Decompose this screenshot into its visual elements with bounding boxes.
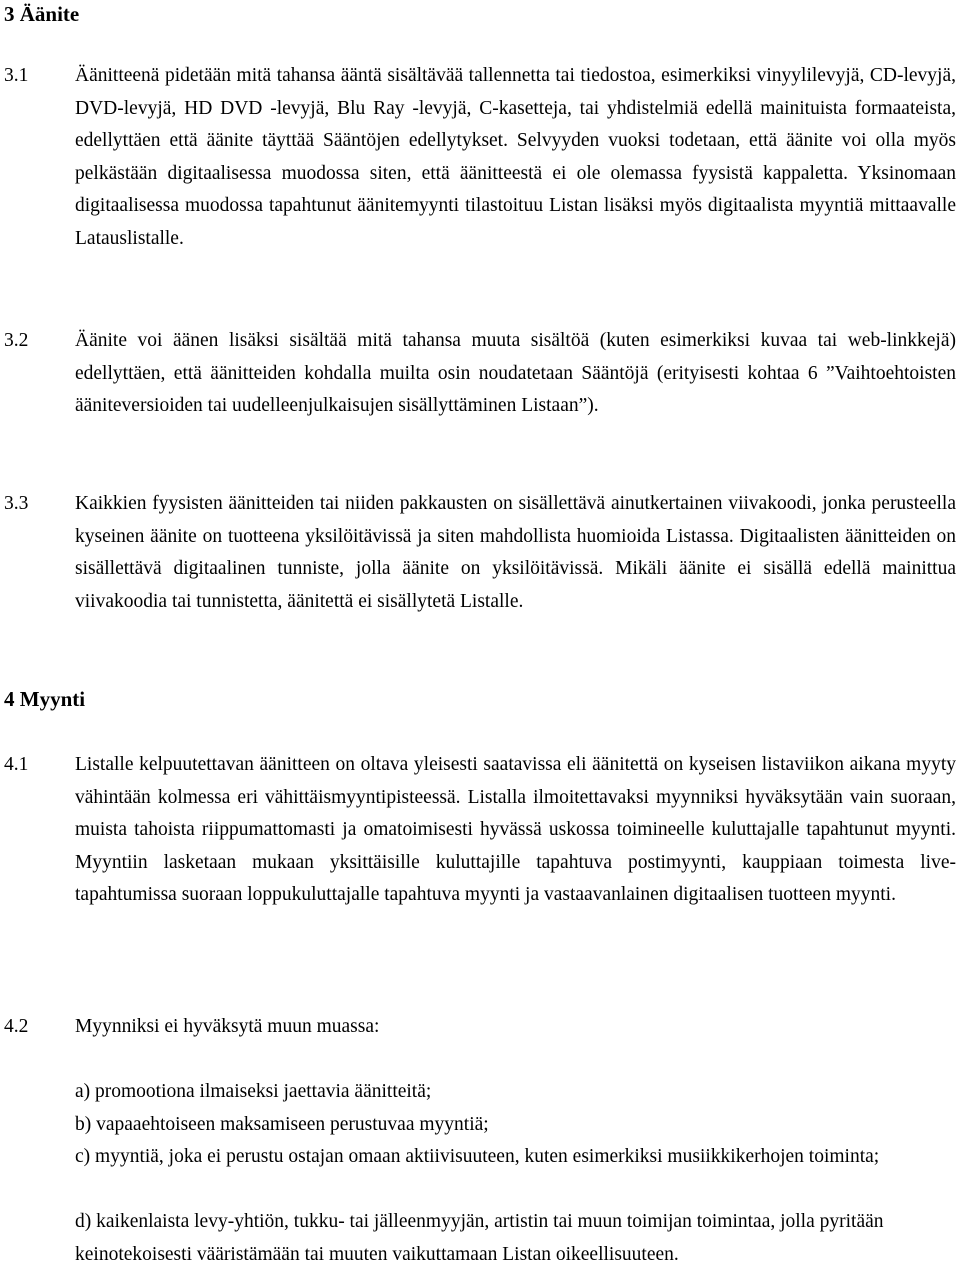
- clause-text-3-1: Äänitteenä pidetään mitä tahansa ääntä sisältävää tallennetta tai tiedostoa, esimerkiksi vinyylilevyjä, CD-levyjä, DVD-levyjä, HD DVD -levyjä, Blu Ray -levyjä, C-kasetteja, tai yhdistelmiä edellä mainituista formaateista, edellyttäen että äänite täyttää Sääntöjen edellytykset. Selvyyden vuoksi todetaan, että äänite voi olla myös pelkästään digitaalisessa muodossa siten, että äänitteestä ei ole olemassa fyysistä kappaletta. Yksinomaan digitaalisessa muodossa tapahtunut äänitemyynti tilastoituu Listan lisäksi myös digitaalista myyntiä mittaavalle Latauslistalle.: [75, 65, 956, 249]
- list-item-b: b) vapaaehtoiseen maksamiseen perustuvaa myyntiä;: [75, 1114, 489, 1135]
- clause-text-4-1: Listalle kelpuutettavan äänitteen on oltava yleisesti saatavissa eli äänitettä on kyseisen listaviikon aikana myyty vähintään kolmessa eri vähittäismyyntipisteessä. Listalla ilmoitettavaksi myynniksi hyväksytään vain suoraan, muista tahoista riippumattomasti ja omatoimisesti hyvässä uskossa toimineelle kuluttajalle tapahtunut myynti. Myyntiin lasketaan mukaan yksittäisille kuluttajille tapahtuva postimyynti, kauppiaan toimesta live-tapahtumissa suoraan loppukuluttajalle tapahtuva myynti ja vastaavanlainen digitaalisen tuotteen myynti.: [75, 754, 956, 905]
- section-heading-myynti: 4 Myynti: [4, 687, 86, 711]
- section-heading-aanite: 3 Äänite: [4, 2, 80, 26]
- clause-number-3-1: 3.1: [4, 65, 29, 86]
- list-item-a: a) promootiona ilmaiseksi jaettavia äänitteitä;: [75, 1081, 432, 1102]
- list-item-c: c) myyntiä, joka ei perustu ostajan omaan aktiivisuuteen, kuten esimerkiksi musiikkikerhojen toiminta;: [75, 1146, 880, 1167]
- list-item-d: d) kaikenlaista levy-yhtiön, tukku- tai jälleenmyyjän, artistin tai muun toimijan toimintaa, jolla pyritään keinotekoisesti vääristämään tai muuten vaikuttamaan Listan oikeellisuuteen.: [75, 1211, 884, 1265]
- clause-number-3-2: 3.2: [4, 330, 29, 351]
- clause-number-4-2: 4.2: [4, 1016, 29, 1037]
- clause-text-3-3: Kaikkien fyysisten äänitteiden tai niiden pakkausten on sisällettävä ainutkertainen viivakoodi, jonka perusteella kyseinen äänite on tuotteena yksilöitävissä ja siten mahdollista huomioida Listassa. Digitaalisten äänitteiden on sisällettävä digitaalinen tunniste, jolla äänite on yksilöitävissä. Mikäli äänite ei sisällä edellä mainittua viivakoodia tai tunnistetta, äänitettä ei sisällytetä Listalle.: [75, 493, 956, 612]
- clause-number-4-1: 4.1: [4, 754, 29, 775]
- clause-text-3-2: Äänite voi äänen lisäksi sisältää mitä tahansa muuta sisältöä (kuten esimerkiksi kuvaa tai web-linkkejä) edellyttäen, että äänitteiden kohdalla muilta osin noudatetaan Sääntöjä (erityisesti kohtaa 6 ”Vaihtoehtoisten ääniteversioiden tai uudelleenjulkaisujen sisällyttäminen Listaan”).: [75, 330, 956, 416]
- clause-text-4-2: Myynniksi ei hyväksytä muun muassa:: [75, 1016, 380, 1037]
- clause-number-3-3: 3.3: [4, 493, 29, 514]
